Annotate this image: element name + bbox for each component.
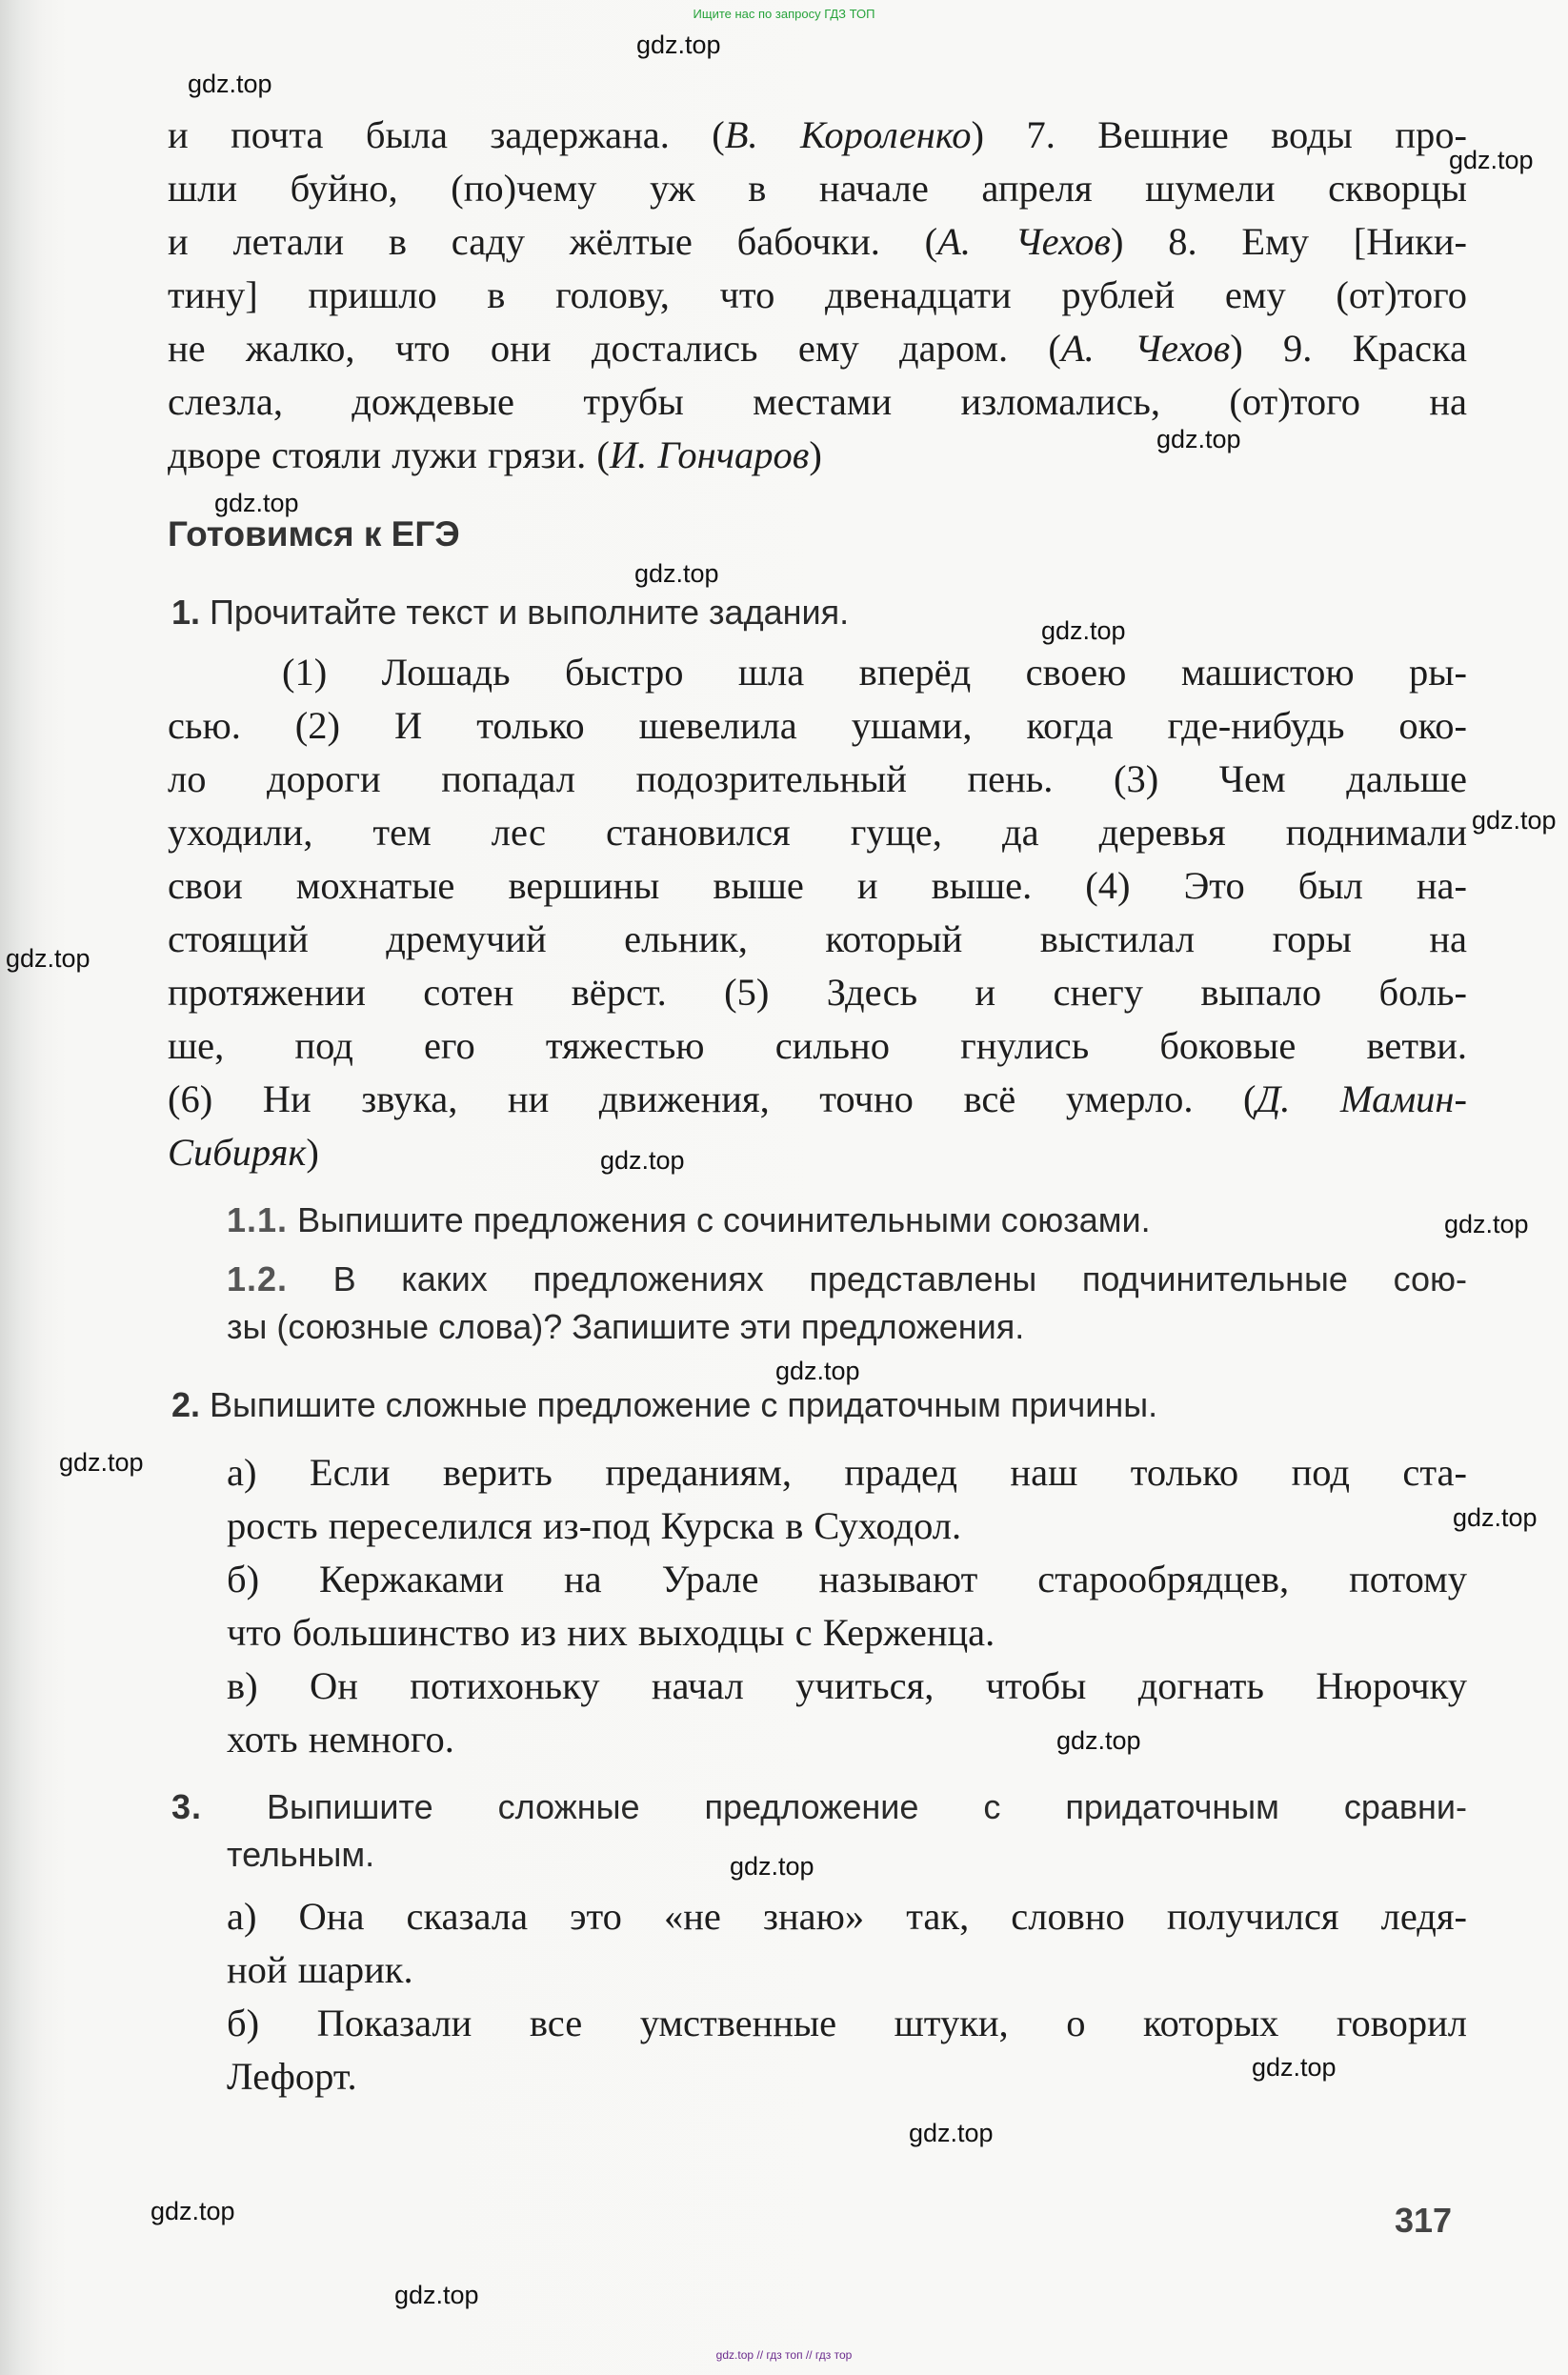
task-3-prompt-line: тельным. bbox=[227, 1835, 375, 1874]
watermark: gdz.top bbox=[1156, 425, 1241, 453]
watermark: gdz.top bbox=[151, 2197, 235, 2225]
text-line: и почта была задержана. (В. Короленко) 7. Вешние воды про- bbox=[168, 113, 1467, 156]
watermark: gdz.top bbox=[1444, 1210, 1529, 1238]
page-number: 317 bbox=[1395, 2201, 1453, 2240]
passage-line: свои мохнатые вершины выше и выше. (4) Это был на- bbox=[168, 864, 1467, 907]
task-3-prompt-line: 3. Выпишите сложные предложение с придаточным сравни- bbox=[171, 1787, 1467, 1826]
task-2-option-line: что большинство из них выходцы с Керженца. bbox=[227, 1611, 995, 1654]
watermark: gdz.top bbox=[1041, 616, 1126, 645]
task-2-prompt: 2. Выпишите сложные предложение с придаточным причины. bbox=[171, 1385, 1158, 1424]
watermark: gdz.top bbox=[188, 70, 272, 98]
text-line: тину] пришло в голову, что двенадцати рублей ему (от)того bbox=[168, 273, 1467, 316]
footer-note: gdz.top // гдз топ // гдз тор bbox=[715, 2348, 853, 2362]
watermark: gdz.top bbox=[214, 489, 299, 517]
task-1-prompt: 1. Прочитайте текст и выполните задания. bbox=[171, 593, 850, 632]
passage-line: уходили, тем лес становился гуще, да деревья поднимали bbox=[168, 811, 1467, 854]
task-3-option-line: а) Она сказала это «не знаю» так, словно получился ледя- bbox=[227, 1895, 1467, 1938]
section-heading: Готовимся к ЕГЭ bbox=[168, 514, 460, 553]
watermark: gdz.top bbox=[636, 30, 721, 59]
watermark: gdz.top bbox=[775, 1357, 860, 1385]
task-3-option-line: ной шарик. bbox=[227, 1948, 413, 1991]
subtask-1-1: 1.1. Выпишите предложения с сочинительными союзами. bbox=[227, 1200, 1151, 1239]
task-3-option-line: б) Показали все умственные штуки, о которых говорил bbox=[227, 2002, 1467, 2044]
text-line: и летали в саду жёлтые бабочки. (А. Чехов) 8. Ему [Ники- bbox=[168, 220, 1467, 263]
watermark: gdz.top bbox=[1472, 806, 1557, 835]
passage-line: ше, под его тяжестью сильно гнулись боковые ветви. bbox=[168, 1024, 1467, 1067]
task-2-option-line: б) Кержаками на Урале называют старообрядцев, потому bbox=[227, 1558, 1467, 1600]
task-2-option-line: а) Если верить преданиям, прадед наш только под ста- bbox=[227, 1451, 1467, 1494]
passage-line: Сибиряк) bbox=[168, 1131, 319, 1174]
watermark: gdz.top bbox=[394, 2281, 479, 2309]
watermark: gdz.top bbox=[634, 559, 719, 588]
watermark: gdz.top bbox=[730, 1852, 814, 1881]
watermark: gdz.top bbox=[1252, 2053, 1337, 2082]
passage-line: протяжении сотен вёрст. (5) Здесь и снегу выпало боль- bbox=[168, 971, 1467, 1014]
text-line: не жалко, что они достались ему даром. (А. Чехов) 9. Краска bbox=[168, 327, 1467, 370]
text-line: слезла, дождевые трубы местами изломались, (от)того на bbox=[168, 380, 1467, 423]
watermark: gdz.top bbox=[6, 944, 90, 973]
task-2-option-line: в) Он потихоньку начал учиться, чтобы догнать Нюрочку bbox=[227, 1664, 1467, 1707]
subtask-1-2-line: зы (союзные слова)? Запишите эти предложения. bbox=[227, 1307, 1025, 1346]
watermark: gdz.top bbox=[1453, 1503, 1538, 1532]
passage-line: ло дороги попадал подозрительный пень. (3) Чем дальше bbox=[168, 757, 1467, 800]
passage-line: (1) Лошадь быстро шла вперёд своею машистою ры- bbox=[282, 651, 1467, 694]
passage-line: (6) Ни звука, ни движения, точно всё умерло. (Д. Мамин- bbox=[168, 1077, 1468, 1120]
watermark: gdz.top bbox=[1056, 1726, 1141, 1755]
text-line: шли буйно, (по)чему уж в начале апреля шумели скворцы bbox=[168, 167, 1467, 210]
watermark: gdz.top bbox=[1449, 146, 1534, 174]
task-2-option-line: хоть немного. bbox=[227, 1718, 454, 1761]
subtask-1-2-line: 1.2. В каких предложениях представлены подчинительные сою- bbox=[227, 1259, 1467, 1298]
text-line: дворе стояли лужи грязи. (И. Гончаров) bbox=[168, 433, 822, 476]
task-2-option-line: рость переселился из-под Курска в Суходол. bbox=[227, 1504, 962, 1547]
header-note: Ищите нас по запросу ГДЗ ТОП bbox=[693, 7, 875, 21]
passage-line: сью. (2) И только шевелила ушами, когда где-нибудь око- bbox=[168, 704, 1467, 747]
watermark: gdz.top bbox=[600, 1146, 685, 1175]
watermark: gdz.top bbox=[59, 1448, 144, 1477]
watermark: gdz.top bbox=[909, 2119, 994, 2147]
task-3-option-line: Лефорт. bbox=[227, 2055, 357, 2098]
passage-line: стоящий дремучий ельник, который выстилал горы на bbox=[168, 917, 1467, 960]
